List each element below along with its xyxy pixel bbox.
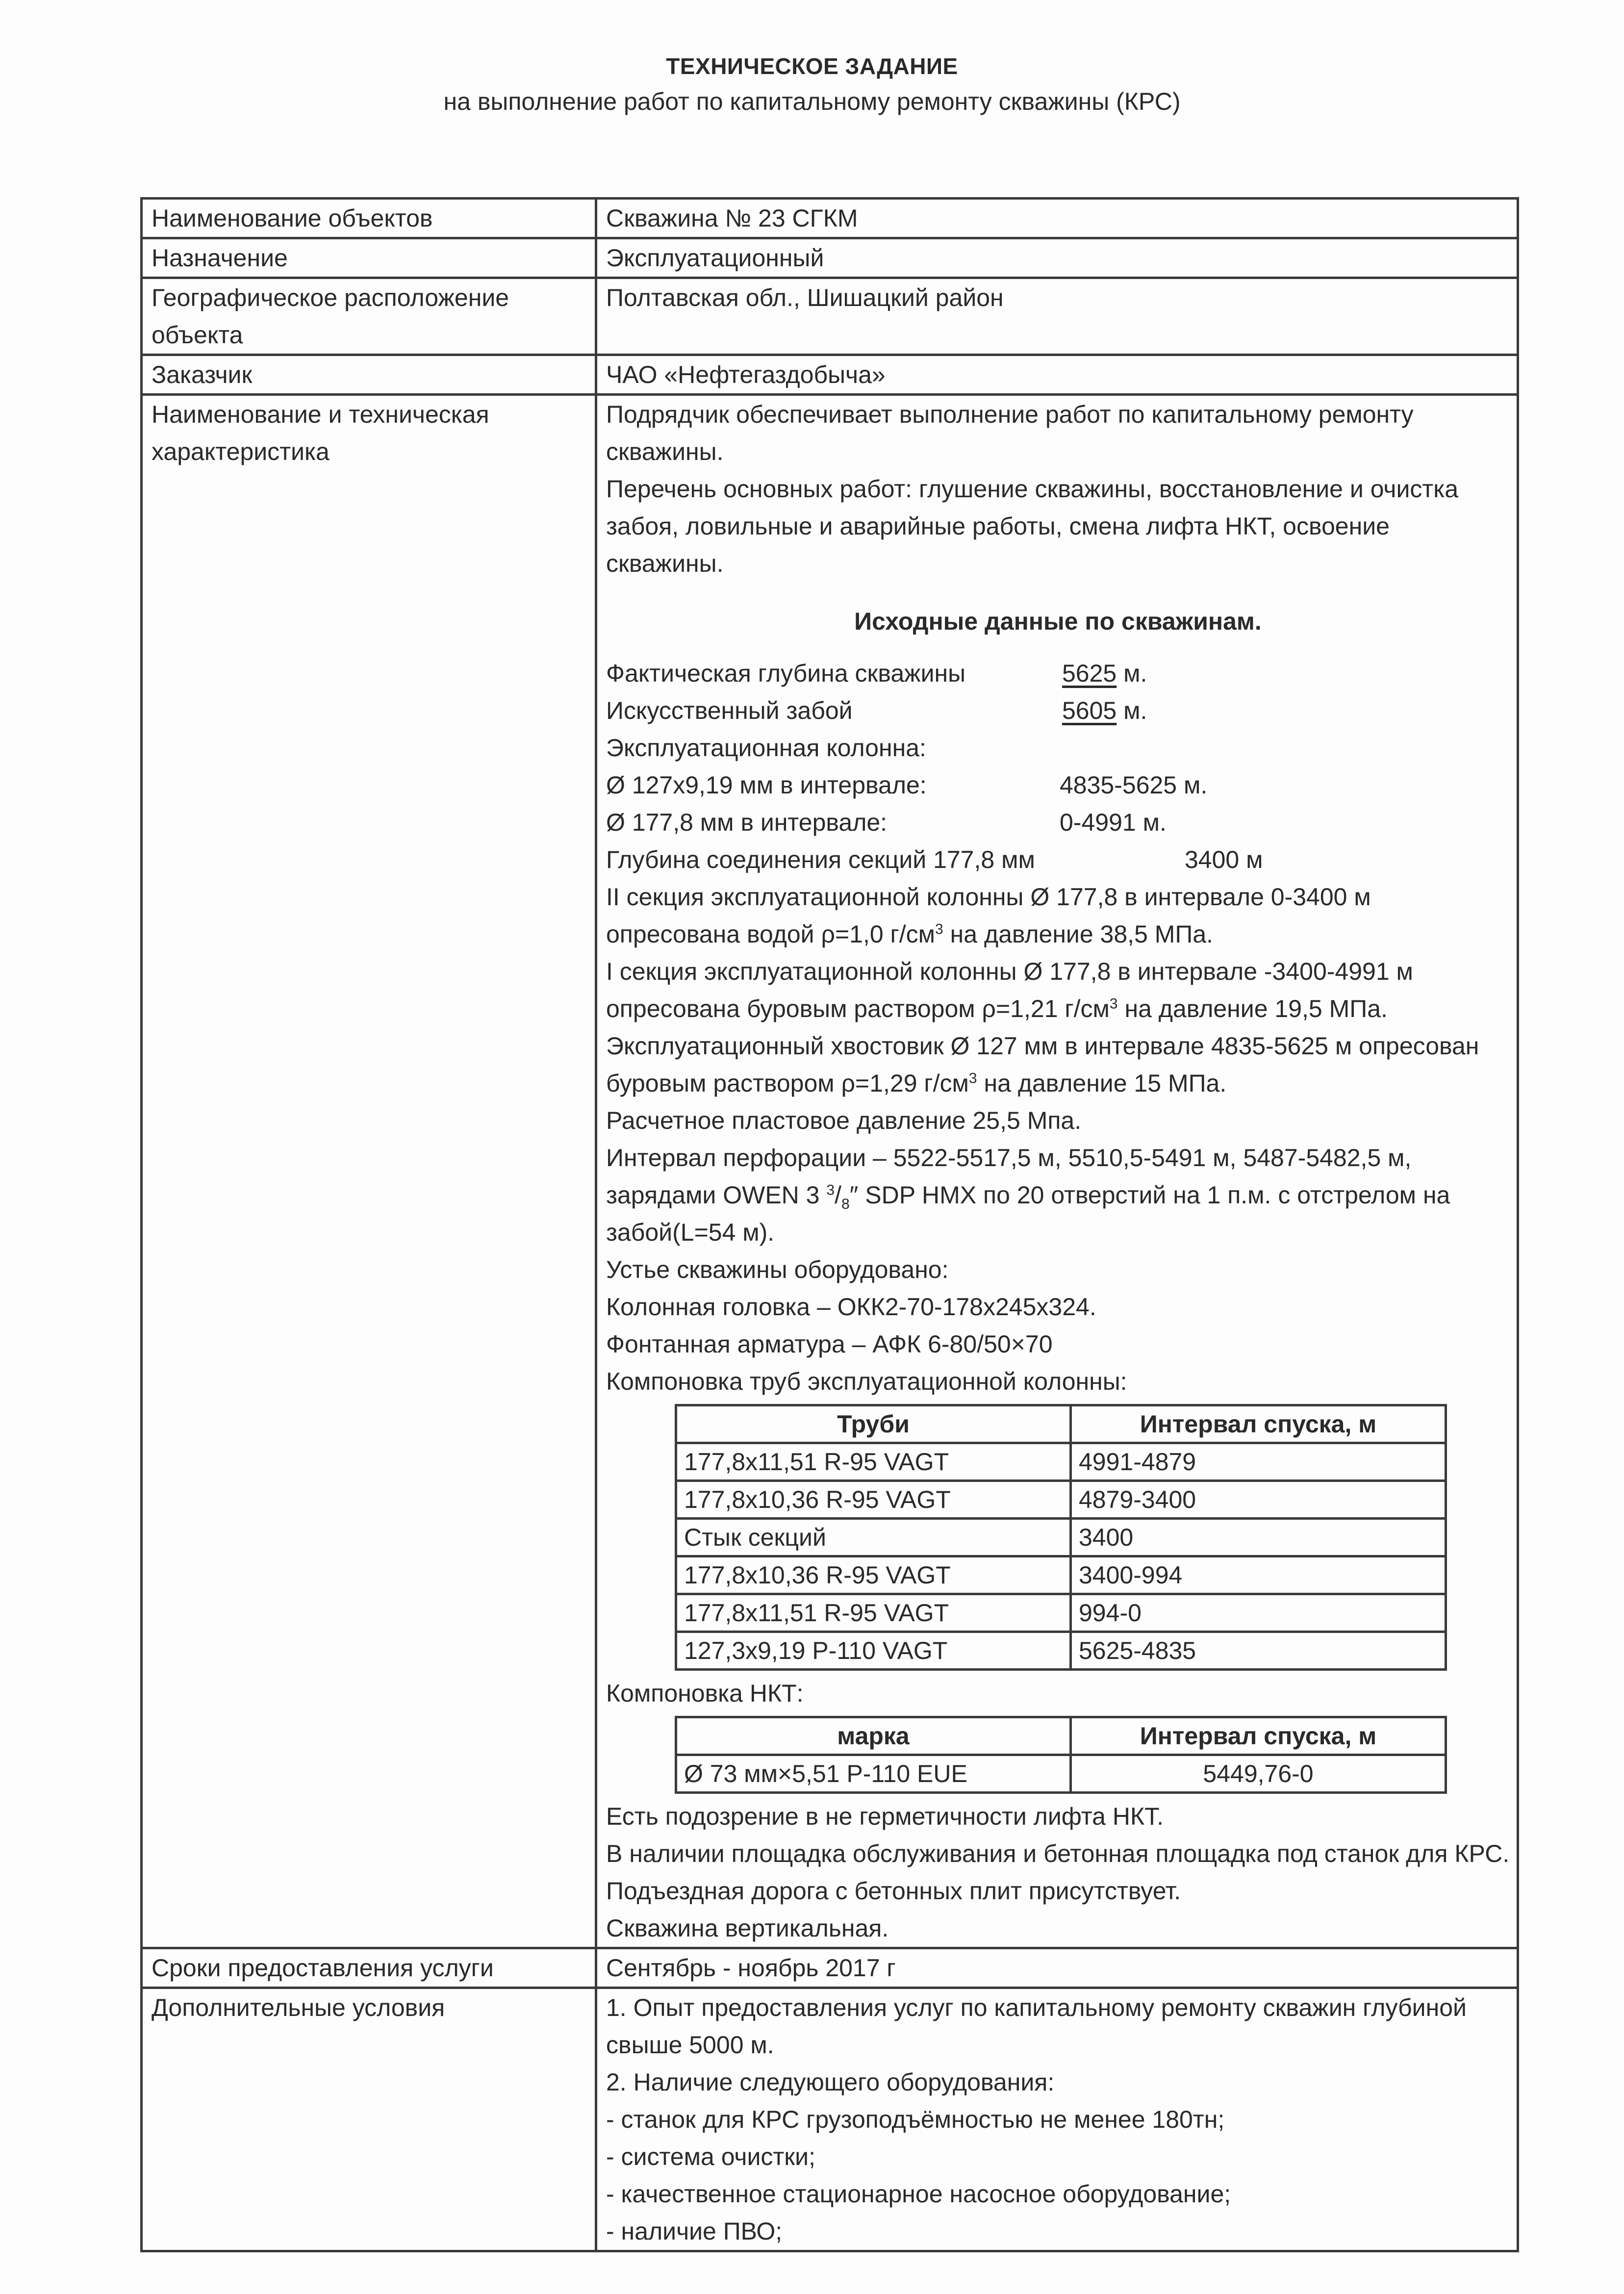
- casing-pipe: 177,8х10,36 R-95 VAGT: [676, 1556, 1071, 1594]
- section1-text: [606, 953, 1510, 1027]
- road-text: Подъездная дорога с бетонных плит присутствует.: [606, 1877, 1181, 1905]
- production-column-label: Эксплуатационная колонна:: [606, 734, 926, 762]
- casing-head-text: Колонная головка – ОКК2-70-178х245х324.: [606, 1293, 1096, 1321]
- label-object-name: Наименование объектов: [142, 199, 596, 238]
- row-customer: [142, 355, 1518, 395]
- table-row: [676, 1632, 1446, 1670]
- casing-pipe: Стык секций: [676, 1519, 1071, 1556]
- condition-item: 1. Опыт предоставления услуг по капитальному ремонту скважин глубиной свыше 5000 м.: [606, 1994, 1467, 2059]
- casing-pipe: 177,8х11,51 R-95 VAGT: [676, 1594, 1071, 1632]
- casing-table: [675, 1404, 1447, 1671]
- d177-line: [606, 804, 1510, 841]
- fraction-numerator: 3: [826, 1182, 835, 1198]
- value-customer: ЧАО «Нефтегаздобыча»: [596, 355, 1518, 395]
- cube-superscript: 3: [935, 921, 943, 938]
- suspicion-text: Есть подозрение в не герметичности лифта НКТ.: [606, 1803, 1164, 1830]
- label-location: Географическое расположение объекта: [142, 278, 596, 355]
- joint-depth-label: Глубина соединения секций 177,8 мм: [606, 846, 1035, 873]
- casing-interval: 4991-4879: [1071, 1443, 1446, 1481]
- platform-text: В наличии площадка обслуживания и бетонная площадка под станок для КРС.: [606, 1840, 1510, 1867]
- reservoir-pressure-text: Расчетное пластовое давление 25,5 Мпа.: [606, 1107, 1082, 1134]
- casing-header-pipes: Труби: [676, 1405, 1071, 1443]
- value-additional: [596, 1988, 1518, 2251]
- liner-text: [606, 1027, 1510, 1102]
- works-list-text: Перечень основных работ: глушение скважины, восстановление и очистка забоя, ловильные и аварийные работы, смена лифта НКТ, освоение скважины.: [606, 475, 1459, 577]
- section2-text: [606, 878, 1510, 953]
- row-location: [142, 278, 1518, 355]
- tubing-grade: Ø 73 мм×5,51 P-110 EUE: [676, 1755, 1071, 1793]
- perforation-text: Интервал перфорации – 5522-5517,5 м, 5510,5-5491 м, 5487-5482,5 м, зарядами OWEN 3 $^3/_8''$ SDP HMX по 20 отверстий на 1 п.м. с отстрелом на забой(L=54 м).: [606, 1144, 1450, 1246]
- label-purpose: Назначение: [142, 238, 596, 278]
- specification-table: [140, 197, 1519, 2252]
- artificial-bottom-value: 5605: [1062, 697, 1117, 724]
- perforation-text-b: ″ SDP HMX по 20 отверстий на 1 п.м. с отстрелом на забой(L=54 м).: [606, 1181, 1450, 1246]
- casing-interval: 4879-3400: [1071, 1481, 1446, 1519]
- joint-depth-value: 3400 м: [1185, 846, 1263, 873]
- value-terms: Сентябрь - ноябрь 2017 г: [596, 1948, 1518, 1988]
- value-location: Полтавская обл., Шишацкий район: [596, 278, 1518, 355]
- vertical-text: Скважина вертикальная.: [606, 1914, 889, 1942]
- table-row: [676, 1481, 1446, 1519]
- artificial-bottom-line: [606, 692, 1510, 729]
- tubing-header-interval: Интервал спуска, м: [1071, 1717, 1446, 1755]
- row-additional: [142, 1988, 1518, 2251]
- tubing-table: [675, 1716, 1447, 1794]
- liner-text-a: Эксплуатационный хвостовик Ø 127 мм в интервале 4835-5625 м опресован буровым раствором ρ=1,29 г/см: [606, 1032, 1479, 1097]
- condition-item: - качественное стационарное насосное оборудование;: [606, 2180, 1231, 2208]
- row-object-name: [142, 199, 1518, 238]
- document-title: ТЕХНИЧЕСКОЕ ЗАДАНИЕ: [666, 53, 958, 79]
- condition-item: - станок для КРС грузоподъёмностью не менее 180тн;: [606, 2106, 1225, 2133]
- label-additional: Дополнительные условия: [142, 1988, 596, 2251]
- section2-text-b: на давление 38,5 МПа.: [943, 920, 1214, 948]
- table-row: [676, 1519, 1446, 1556]
- casing-interval: 3400: [1071, 1519, 1446, 1556]
- tubing-interval: 5449,76-0: [1071, 1755, 1446, 1793]
- label-customer: Заказчик: [142, 355, 596, 395]
- section1-text-b: на давление 19,5 МПа.: [1117, 995, 1388, 1022]
- d127-line: [606, 766, 1510, 804]
- d127-value: 4835-5625 м.: [1060, 771, 1208, 799]
- table-row: [676, 1443, 1446, 1481]
- fraction-denominator: 8: [841, 1196, 850, 1212]
- d127-label: Ø 127х9,19 мм в интервале:: [606, 771, 927, 799]
- liner-text-b: на давление 15 МПа.: [977, 1070, 1227, 1097]
- d177-label: Ø 177,8 мм в интервале:: [606, 809, 888, 836]
- actual-depth-label: Фактическая глубина скважины: [606, 660, 966, 687]
- casing-pipe: 127,3х9,19 P-110 VAGT: [676, 1632, 1071, 1670]
- cube-superscript: 3: [1109, 995, 1118, 1012]
- casing-interval: 994-0: [1071, 1594, 1446, 1632]
- casing-pipe: 177,8х11,51 R-95 VAGT: [676, 1443, 1071, 1481]
- value-purpose: Эксплуатационный: [596, 238, 1518, 278]
- table-row: [676, 1556, 1446, 1594]
- row-purpose: [142, 238, 1518, 278]
- table-row: [676, 1594, 1446, 1632]
- value-description: [596, 395, 1518, 1948]
- table-row: [676, 1755, 1446, 1793]
- perforation-text-a: Интервал перфорации – 5522-5517,5 м, 5510,5-5491 м, 5487-5482,5 м, зарядами OWEN 3: [606, 1144, 1412, 1209]
- casing-pipe: 177,8х10,36 R-95 VAGT: [676, 1481, 1071, 1519]
- condition-item: - наличие ПВО;: [606, 2218, 783, 2245]
- xmas-tree-text: Фонтанная арматура – АФК 6-80/50×70: [606, 1330, 1053, 1358]
- casing-interval: 5625-4835: [1071, 1632, 1446, 1670]
- casing-header-interval: Интервал спуска, м: [1071, 1405, 1446, 1443]
- casing-interval: 3400-994: [1071, 1556, 1446, 1594]
- tubing-table-header: [676, 1717, 1446, 1755]
- d177-value: 0-4991 м.: [1060, 809, 1167, 836]
- joint-depth-line: [606, 841, 1510, 878]
- tubing-layout-label: Компоновка НКТ:: [606, 1680, 804, 1707]
- tubing-header-grade: марка: [676, 1717, 1071, 1755]
- actual-depth-line: [606, 655, 1510, 692]
- label-description: Наименование и техническая характеристика: [142, 395, 596, 1948]
- row-description: [142, 395, 1518, 1948]
- row-terms: [142, 1948, 1518, 1988]
- value-object-name: Скважина № 23 СГКМ: [596, 199, 1518, 238]
- actual-depth-value: 5625: [1062, 660, 1117, 687]
- label-terms: Сроки предоставления услуги: [142, 1948, 596, 1988]
- intro-text: Подрядчик обеспечивает выполнение работ по капитальному ремонту скважины.: [606, 401, 1414, 465]
- cube-superscript: 3: [968, 1070, 977, 1087]
- actual-depth-unit: м.: [1116, 660, 1147, 687]
- source-data-heading: Исходные данные по скважинам.: [854, 608, 1262, 635]
- casing-table-header: [676, 1405, 1446, 1443]
- document-subtitle: на выполнение работ по капитальному ремонту скважины (КРС): [443, 88, 1181, 115]
- condition-item: 2. Наличие следующего оборудования:: [606, 2068, 1055, 2096]
- artificial-bottom-label: Искусственный забой: [606, 697, 853, 724]
- condition-item: - система очистки;: [606, 2143, 815, 2170]
- casing-layout-label: Компоновка труб эксплуатационной колонны:: [606, 1368, 1127, 1395]
- section1-text-a: I секция эксплуатационной колонны Ø 177,8 в интервале -3400-4991 м опресована буровым раствором ρ=1,21 г/см: [606, 958, 1413, 1022]
- section2-text-a: II секция эксплуатационной колонны Ø 177,8 в интервале 0-3400 м опресована водой ρ=1,0 г/см: [606, 883, 1371, 948]
- wellhead-text: Устье скважины оборудовано:: [606, 1256, 949, 1283]
- artificial-bottom-unit: м.: [1116, 697, 1147, 724]
